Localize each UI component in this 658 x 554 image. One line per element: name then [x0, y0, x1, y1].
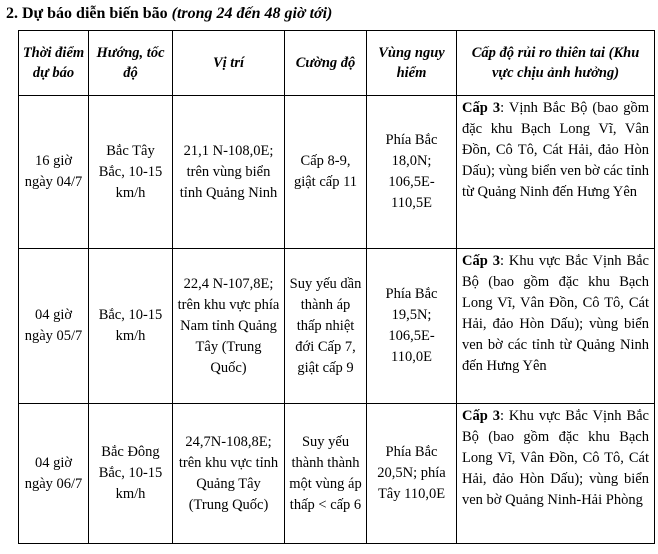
heading-main: 2. Dự báo diễn biến bão — [6, 5, 168, 22]
cell-danger-zone: Phía Bắc 20,5N; phía Tây 110,0E — [367, 404, 457, 544]
cell-position: 22,4 N-107,8E; trên khu vực phía Nam tỉnh Quảng Tây (Trung Quốc) — [173, 249, 285, 404]
risk-area: : Khu vực Bắc Vịnh Bắc Bộ (bao gồm đặc khu Bạch Long Vĩ, Vân Đồn, Cô Tô, Cát Hải, đảo Hòn Dấu); vùng biển ven bờ các tỉnh từ Quảng Ninh đến Hưng Yên — [462, 253, 649, 374]
cell-time: 04 giờ ngày 05/7 — [19, 249, 89, 404]
header-intensity: Cường độ — [285, 31, 367, 96]
cell-position: 24,7N-108,8E; trên khu vực tỉnh Quảng Tây (Trung Quốc) — [173, 404, 285, 544]
cell-direction: Bắc Tây Bắc, 10-15 km/h — [89, 96, 173, 249]
header-danger-zone: Vùng nguy hiểm — [367, 31, 457, 96]
table-header-row — [19, 31, 655, 96]
cell-time: 16 giờ ngày 04/7 — [19, 96, 89, 249]
header-position: Vị trí — [173, 31, 285, 96]
risk-area: : Khu vực Bắc Vịnh Bắc Bộ (bao gồm đặc khu Bạch Long Vĩ, Vân Đồn, Cô Tô, Cát Hải, đảo Hòn Dấu); vùng biển ven bờ Quảng Ninh-Hải Phòng — [462, 408, 649, 508]
cell-time: 04 giờ ngày 06/7 — [19, 404, 89, 544]
heading-note: (trong 24 đến 48 giờ tới) — [171, 5, 333, 22]
cell-intensity: Suy yếu dần thành áp thấp nhiệt đới Cấp 7, giật cấp 9 — [285, 249, 367, 404]
table-row — [19, 404, 655, 544]
cell-risk — [457, 249, 655, 404]
cell-intensity: Cấp 8-9, giật cấp 11 — [285, 96, 367, 249]
cell-risk — [457, 96, 655, 249]
storm-forecast-table — [18, 30, 655, 544]
risk-level: Cấp 3 — [462, 100, 501, 116]
cell-danger-zone: Phía Bắc 19,5N; 106,5E-110,0E — [367, 249, 457, 404]
cell-intensity: Suy yếu thành thành một vùng áp thấp < cấp 6 — [285, 404, 367, 544]
risk-area: : Vịnh Bắc Bộ (bao gồm đặc khu Bạch Long Vĩ, Vân Đồn, Cô Tô, Cát Hải, đảo Hòn Dấu); vùng biển ven bờ các tỉnh từ Quảng Ninh đến Hưng Yên — [462, 100, 649, 200]
risk-level: Cấp 3 — [462, 253, 500, 269]
cell-direction: Bắc Đông Bắc, 10-15 km/h — [89, 404, 173, 544]
table-row — [19, 249, 655, 404]
header-risk: Cấp độ rủi ro thiên tai (Khu vực chịu ảnh hưởng) — [457, 31, 655, 96]
cell-direction: Bắc, 10-15 km/h — [89, 249, 173, 404]
header-time: Thời điểm dự báo — [19, 31, 89, 96]
cell-position: 21,1 N-108,0E; trên vùng biển tỉnh Quảng Ninh — [173, 96, 285, 249]
risk-level: Cấp 3 — [462, 408, 500, 424]
cell-risk — [457, 404, 655, 544]
cell-danger-zone: Phía Bắc 18,0N; 106,5E-110,5E — [367, 96, 457, 249]
table-row — [19, 96, 655, 249]
section-heading — [6, 4, 332, 24]
header-direction: Hướng, tốc độ — [89, 31, 173, 96]
